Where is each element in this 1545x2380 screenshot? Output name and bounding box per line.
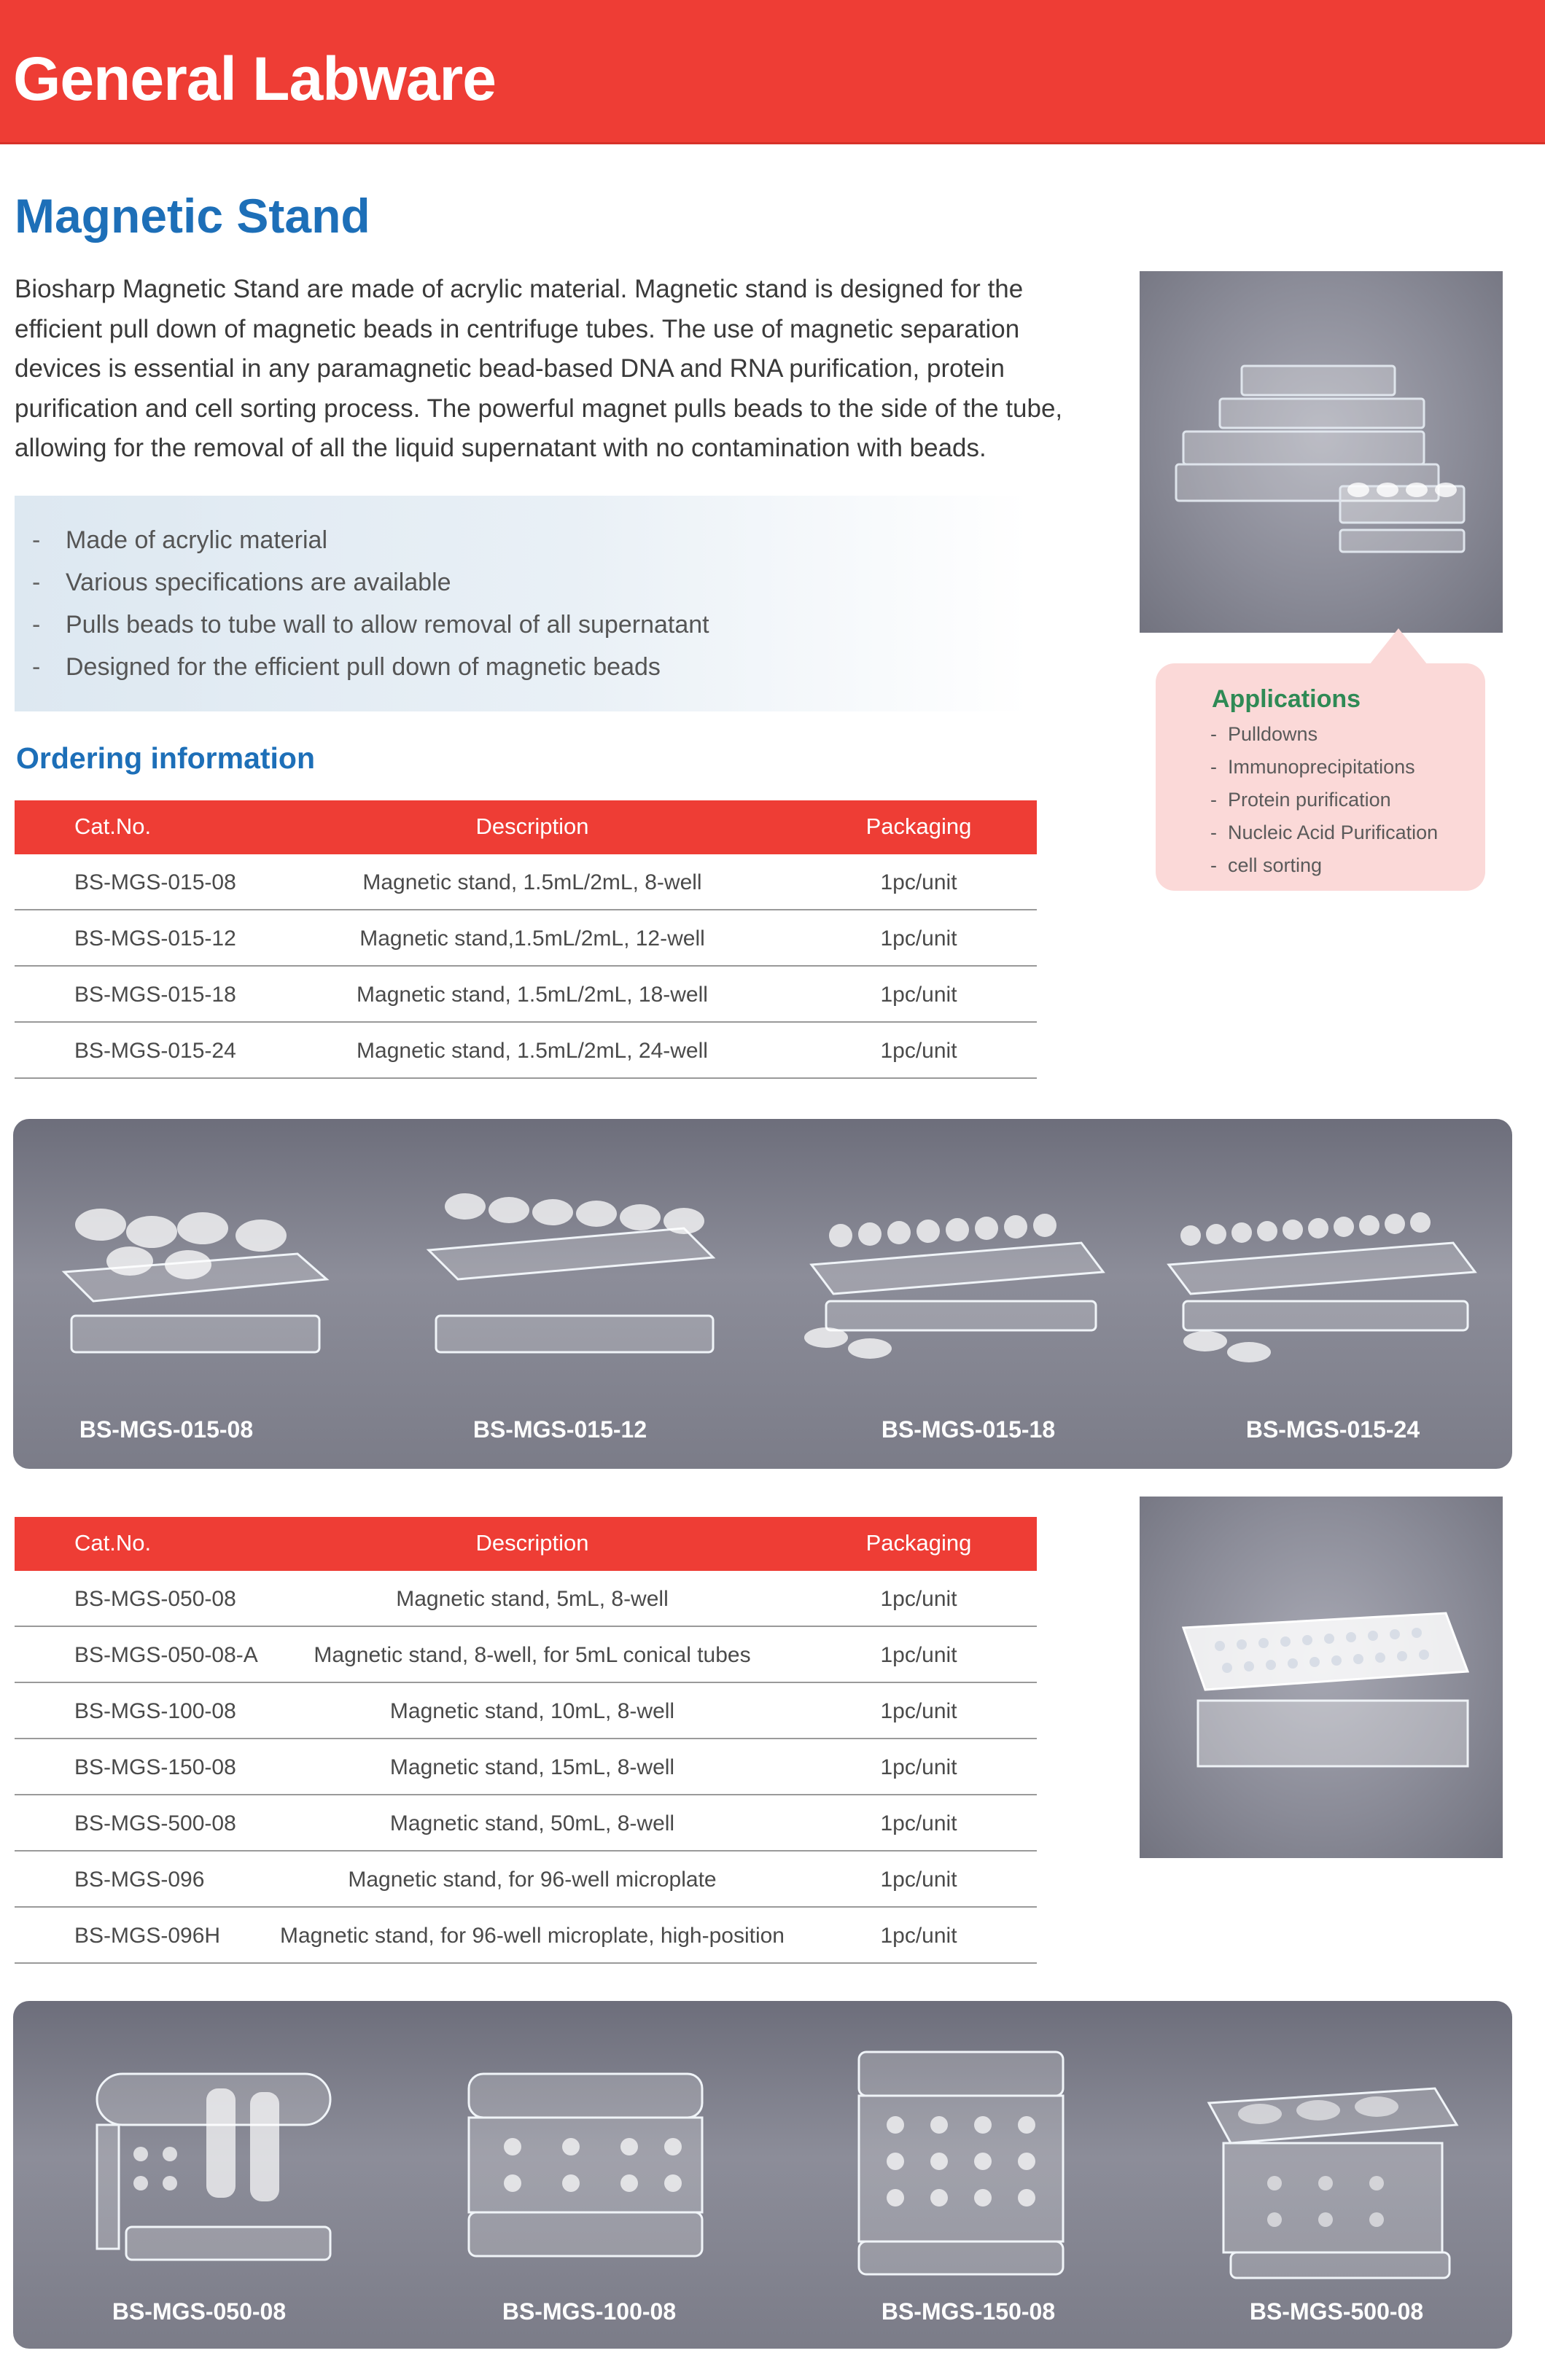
cat-cell: BS-MGS-100-08 (74, 1699, 236, 1723)
stand-24-well-illustration (1161, 1199, 1482, 1381)
stand-18-well-illustration (804, 1199, 1110, 1381)
feature-text: Designed for the efficient pull down of magnetic beads (66, 653, 661, 681)
pack-cell: 1pc/unit (880, 1699, 957, 1723)
bullet-dash: - (32, 653, 41, 681)
table-row (15, 1795, 1037, 1852)
application-text: Pulldowns (1228, 723, 1318, 745)
bullet-dash: - (32, 569, 41, 596)
stand-50ml-illustration (1194, 2074, 1471, 2285)
application-item (1210, 849, 1438, 882)
ordering-table-2 (15, 1517, 1037, 1964)
desc-cell: Magnetic stand, 10mL, 8-well (389, 1699, 675, 1723)
product-caption: BS-MGS-015-18 (881, 1416, 1056, 1443)
pack-cell: 1pc/unit (880, 1039, 957, 1063)
cat-cell: BS-MGS-096 (74, 1868, 205, 1892)
stand-10ml-illustration (454, 2059, 717, 2278)
feature-text: Pulls beads to tube wall to allow removal of all supernatant (66, 611, 709, 639)
application-item (1210, 784, 1438, 816)
pack-cell: 1pc/unit (880, 1811, 957, 1835)
pack-cell: 1pc/unit (880, 1755, 957, 1779)
header-description: Description (475, 814, 589, 839)
application-text: Nucleic Acid Purification (1228, 822, 1439, 843)
cat-cell: BS-MGS-050-08-A (74, 1643, 258, 1667)
table-row (15, 1023, 1037, 1079)
intro-line: efficient pull down of magnetic beads in centrifuge tubes. The use of magnetic separation (15, 314, 1020, 343)
feature-item (32, 519, 1028, 561)
product-caption: BS-MGS-050-08 (112, 2298, 287, 2325)
product-caption: BS-MGS-500-08 (1249, 2298, 1424, 2325)
cat-cell: BS-MGS-150-08 (74, 1755, 236, 1779)
product-caption: BS-MGS-015-12 (472, 1416, 647, 1443)
feature-text: Made of acrylic material (66, 526, 328, 554)
table-header (15, 800, 1037, 854)
table-row (15, 1739, 1037, 1795)
application-item (1210, 816, 1438, 849)
desc-cell: Magnetic stand, 1.5mL/2mL, 24-well (357, 1039, 708, 1063)
product-caption: BS-MGS-100-08 (502, 2298, 677, 2325)
intro-line: devices is essential in any paramagnetic bead-based DNA and RNA purification, protein (15, 354, 1005, 383)
pack-cell: 1pc/unit (880, 983, 957, 1007)
product-strip-1 (13, 1119, 1512, 1469)
ordering-table-1 (15, 800, 1037, 1079)
desc-cell: Magnetic stand, for 96-well microplate (348, 1868, 717, 1892)
bullet-dash: - (1210, 822, 1217, 843)
ordering-title: Ordering information (16, 741, 315, 775)
table-row (15, 854, 1037, 910)
cat-cell: BS-MGS-096H (74, 1924, 221, 1948)
desc-cell: Magnetic stand, 5mL, 8-well (396, 1587, 669, 1611)
pack-cell: 1pc/unit (880, 1643, 957, 1667)
table-row (15, 967, 1037, 1023)
table-row (15, 1627, 1037, 1683)
cat-cell: BS-MGS-015-12 (74, 926, 236, 951)
microplate-stand-image (1140, 1497, 1503, 1858)
header-banner (0, 0, 1545, 144)
product-strip-2 (13, 2001, 1512, 2349)
stand-5ml-illustration (82, 2059, 345, 2278)
cat-cell: BS-MGS-015-24 (74, 1039, 236, 1063)
product-caption: BS-MGS-015-24 (1245, 1416, 1420, 1443)
cat-cell: BS-MGS-015-08 (74, 870, 236, 894)
feature-text: Various specifications are available (66, 569, 451, 596)
intro-line: Biosharp Magnetic Stand are made of acrylic material. Magnetic stand is designed for the (15, 275, 1024, 303)
desc-cell: Magnetic stand, 50mL, 8-well (389, 1811, 675, 1835)
application-item (1210, 718, 1438, 751)
product-caption: BS-MGS-015-08 (79, 1416, 254, 1443)
stand-15ml-illustration (844, 2037, 1078, 2285)
applications-list (1210, 718, 1438, 882)
application-item (1210, 751, 1438, 784)
bullet-dash: - (32, 526, 41, 554)
intro-line: purification and cell sorting process. The powerful magnet pulls beads to the side of the tube, (15, 394, 1063, 423)
desc-cell: Magnetic stand, 15mL, 8-well (389, 1755, 675, 1779)
bullet-dash: - (1210, 723, 1217, 745)
header-cat: Cat.No. (74, 814, 152, 839)
intro-line: allowing for the removal of all the liquid supernatant with no contamination with beads. (15, 434, 986, 462)
cat-cell: BS-MGS-015-18 (74, 983, 236, 1007)
microplate-stand-illustration (1140, 1497, 1503, 1858)
table-row (15, 1852, 1037, 1908)
desc-cell: Magnetic stand, 1.5mL/2mL, 8-well (362, 870, 702, 894)
pack-cell: 1pc/unit (880, 870, 957, 894)
banner-title: General Labware (13, 44, 496, 113)
desc-cell: Magnetic stand, 1.5mL/2mL, 18-well (357, 983, 708, 1007)
bullet-dash: - (1210, 789, 1217, 811)
pack-cell: 1pc/unit (880, 1924, 957, 1948)
desc-cell: Magnetic stand, 8-well, for 5mL conical tubes (314, 1643, 751, 1667)
cat-cell: BS-MGS-050-08 (74, 1587, 236, 1611)
table-row (15, 1683, 1037, 1739)
feature-item (32, 646, 1028, 688)
applications-title: Applications (1212, 685, 1361, 713)
desc-cell: Magnetic stand,1.5mL/2mL, 12-well (359, 926, 705, 951)
acrylic-stands-illustration (1140, 271, 1503, 633)
product-caption: BS-MGS-150-08 (881, 2298, 1056, 2325)
pack-cell: 1pc/unit (880, 1587, 957, 1611)
header-packaging: Packaging (865, 1530, 972, 1556)
header-packaging: Packaging (865, 814, 972, 839)
application-text: Immunoprecipitations (1228, 756, 1415, 778)
features-box (15, 496, 1028, 711)
feature-item (32, 561, 1028, 604)
section-title: Magnetic Stand (15, 189, 370, 243)
pack-cell: 1pc/unit (880, 1868, 957, 1892)
application-text: Protein purification (1228, 789, 1391, 811)
callout-notch (1369, 628, 1428, 665)
table-row (15, 910, 1037, 967)
intro-paragraph (15, 270, 1065, 469)
application-text: cell sorting (1228, 854, 1323, 876)
pack-cell: 1pc/unit (880, 926, 957, 951)
stand-8-well-illustration (50, 1185, 341, 1374)
cat-cell: BS-MGS-500-08 (74, 1811, 236, 1835)
bullet-dash: - (32, 611, 41, 639)
header-cat: Cat.No. (74, 1530, 152, 1556)
bullet-dash: - (1210, 854, 1217, 876)
desc-cell: Magnetic stand, for 96-well microplate, high-position (279, 1924, 785, 1948)
stand-12-well-illustration (421, 1177, 728, 1374)
feature-item (32, 604, 1028, 646)
table-row (15, 1908, 1037, 1964)
table-row (15, 1571, 1037, 1627)
hero-product-image (1140, 271, 1503, 633)
bullet-dash: - (1210, 756, 1217, 778)
table-header (15, 1517, 1037, 1571)
header-description: Description (475, 1530, 589, 1556)
